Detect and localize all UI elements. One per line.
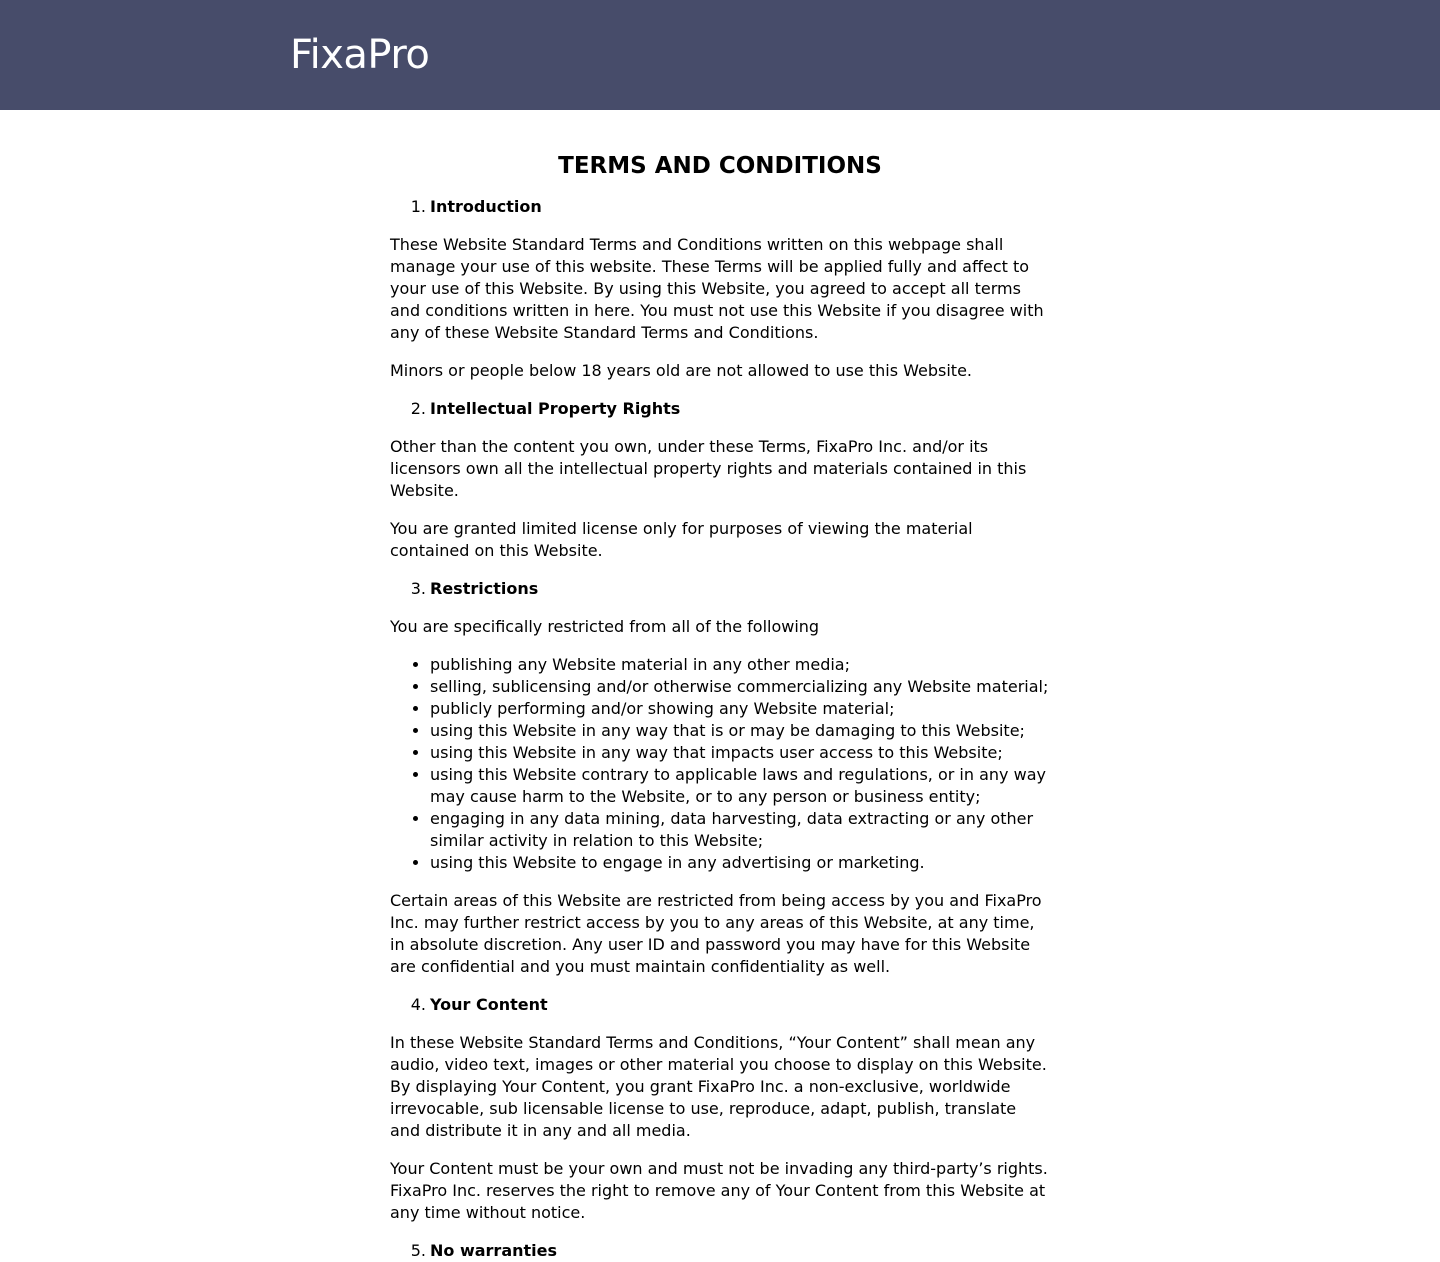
paragraph: Your Content must be your own and must not be invading any third-party’s rights. FixaPro Inc. reserves the right to remove any of Your Content from this Website at any time without notice.: [390, 1159, 1048, 1222]
list-item: • using this Website in any way that impacts user access to this Website;: [430, 742, 1050, 764]
paragraph: Minors or people below 18 years old are not allowed to use this Website.: [390, 361, 973, 380]
terms-content: [390, 110, 1050, 1262]
section-heading-intellectual-property: [390, 398, 1050, 420]
list-item: • engaging in any data mining, data harvesting, data extracting or any other similar activity in relation to this Website;: [430, 808, 1050, 852]
section-heading-introduction: [390, 196, 1050, 218]
list-item: • using this Website to engage in any advertising or marketing.: [430, 852, 1050, 874]
section-number: 2.: [410, 399, 426, 418]
section-title: Introduction: [430, 197, 542, 216]
section-title: No warranties: [430, 1241, 558, 1260]
section-heading-no-warranties: [390, 1240, 1050, 1262]
paragraph: Other than the content you own, under these Terms, FixaPro Inc. and/or its licensors own all the intellectual property rights and materials contained in this Website.: [390, 437, 1027, 500]
list-item: • publicly performing and/or showing any Website material;: [430, 698, 1050, 720]
paragraph: These Website Standard Terms and Conditions written on this webpage shall manage your use of this website. These Terms will be applied fully and affect to your use of this Website. By using this Website, you agreed to accept all terms and conditions written in here. You must not use this Website if you disagree with any of these Website Standard Terms and Conditions.: [390, 235, 1044, 342]
list-item: • using this Website contrary to applicable laws and regulations, or in any way may cause harm to the Website, or to any person or business entity;: [430, 764, 1050, 808]
section-number: 1.: [410, 197, 426, 216]
section-title: Intellectual Property Rights: [430, 399, 681, 418]
site-header: [0, 0, 1440, 110]
paragraph: You are granted limited license only for purposes of viewing the material contained on this Website.: [390, 519, 973, 560]
section-title: Your Content: [430, 995, 548, 1014]
section-heading-your-content: [390, 994, 1050, 1016]
section-number: 3.: [410, 579, 426, 598]
list-item: • selling, sublicensing and/or otherwise commercializing any Website material;: [430, 676, 1050, 698]
list-item: • publishing any Website material in any other media;: [430, 654, 1050, 676]
paragraph: In these Website Standard Terms and Conditions, “Your Content” shall mean any audio, video text, images or other material you choose to display on this Website. By displaying Your Content, you grant FixaPro Inc. a non-exclusive, worldwide irrevocable, sub licensable license to use, reproduce, adapt, publish, translate and distribute it in any and all media.: [390, 1033, 1047, 1140]
brand-logo[interactable]: FixaPro: [290, 32, 430, 78]
section-heading-restrictions: [390, 578, 1050, 600]
section-number: 4.: [410, 995, 426, 1014]
list-item: • using this Website in any way that is or may be damaging to this Website;: [430, 720, 1050, 742]
paragraph: You are specifically restricted from all of the following: [390, 617, 820, 636]
page-title: TERMS AND CONDITIONS: [558, 153, 882, 179]
section-title: Restrictions: [430, 579, 539, 598]
restrictions-list: [390, 654, 1050, 874]
section-number: 5.: [410, 1241, 426, 1260]
paragraph: Certain areas of this Website are restricted from being access by you and FixaPro Inc. may further restrict access by you to any areas of this Website, at any time, in absolute discretion. Any user ID and password you may have for this Website are confidential and you must maintain confidentiality as well.: [390, 891, 1042, 976]
